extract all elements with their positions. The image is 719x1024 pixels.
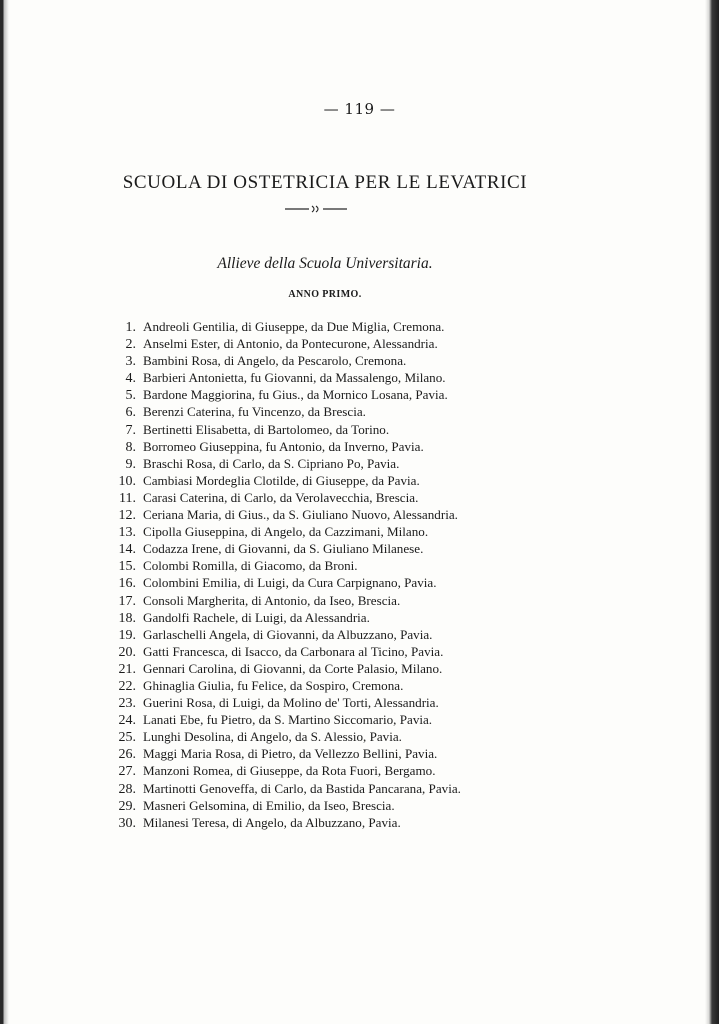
- entry-number: 2.: [125, 337, 136, 353]
- list-item: [108, 506, 538, 523]
- list-item: [108, 472, 538, 489]
- list-item: [108, 711, 538, 728]
- entry-text: Anselmi Ester, di Antonio, da Pontecurone, Alessandria.: [143, 336, 438, 352]
- page-number: — 119 —: [323, 100, 396, 118]
- list-item: [108, 352, 538, 369]
- list-item: [108, 660, 538, 677]
- list-item: [108, 814, 538, 831]
- entry-text: Codazza Irene, di Giovanni, da S. Giuliano Milanese.: [143, 541, 424, 557]
- entry-text: Cambiasi Mordeglia Clotilde, di Giuseppe, da Pavia.: [143, 472, 420, 488]
- entry-text: Gandolfi Rachele, di Luigi, da Alessandria.: [143, 609, 370, 625]
- list-item: [108, 574, 538, 591]
- section-heading: ANNO PRIMO.: [288, 289, 362, 300]
- entry-number: 22.: [118, 678, 136, 694]
- list-item: [108, 694, 538, 711]
- subtitle: Allieve della Scuola Universitaria.: [217, 255, 433, 272]
- entry-number: 7.: [125, 422, 136, 438]
- list-item: [108, 780, 538, 797]
- list-item: [108, 438, 538, 455]
- page-title: SCUOLA DI OSTETRICIA PER LE LEVATRICI: [122, 172, 528, 193]
- ornamental-rule-icon: [285, 205, 347, 213]
- entry-text: Martinotti Genoveffa, di Carlo, da Bastida Pancarana, Pavia.: [143, 780, 461, 796]
- entry-text: Garlaschelli Angela, di Giovanni, da Albuzzano, Pavia.: [143, 626, 433, 642]
- entry-number: 4.: [125, 371, 136, 387]
- entry-number: 21.: [118, 661, 136, 677]
- entry-text: Carasi Caterina, di Carlo, da Verolavecchia, Brescia.: [143, 489, 419, 505]
- entry-text: Consoli Margherita, di Antonio, da Iseo, Brescia.: [143, 592, 401, 608]
- entry-text: Berenzi Caterina, fu Vincenzo, da Brescia.: [143, 404, 366, 420]
- entry-text: Maggi Maria Rosa, di Pietro, da Vellezzo Bellini, Pavia.: [143, 746, 438, 762]
- entry-text: Milanesi Teresa, di Angelo, da Albuzzano, Pavia.: [143, 814, 401, 830]
- entry-number: 6.: [125, 405, 136, 421]
- list-item: [108, 403, 538, 420]
- list-item: [108, 762, 538, 779]
- list-item: [108, 523, 538, 540]
- list-item: [108, 335, 538, 352]
- list-item: [108, 489, 538, 506]
- left-binding-edge: [0, 0, 9, 1024]
- list-item: [108, 386, 538, 403]
- right-binding-edge: [705, 0, 719, 1024]
- entry-text: Bardone Maggiorina, fu Gius., da Mornico Losana, Pavia.: [143, 387, 448, 403]
- entry-number: 20.: [118, 644, 136, 660]
- entry-number: 30.: [118, 815, 136, 831]
- entry-text: Manzoni Romea, di Giuseppe, da Rota Fuori, Bergamo.: [143, 763, 436, 779]
- entry-number: 3.: [125, 354, 136, 370]
- entry-number: 29.: [118, 798, 136, 814]
- list-item: [108, 557, 538, 574]
- list-item: [108, 643, 538, 660]
- entry-number: 17.: [118, 593, 136, 609]
- entry-text: Guerini Rosa, di Luigi, da Molino de' Torti, Alessandria.: [143, 695, 439, 711]
- entry-number: 26.: [118, 747, 136, 763]
- entry-text: Bertinetti Elisabetta, di Bartolomeo, da Torino.: [143, 421, 390, 437]
- list-item: [108, 626, 538, 643]
- entry-text: Gatti Francesca, di Isacco, da Carbonara al Ticino, Pavia.: [143, 643, 444, 659]
- entry-number: 23.: [118, 696, 136, 712]
- entry-text: Cipolla Giuseppina, di Angelo, da Cazzimani, Milano.: [143, 524, 429, 540]
- entry-number: 25.: [118, 730, 136, 746]
- list-item: [108, 677, 538, 694]
- entry-number: 14.: [118, 542, 136, 558]
- entry-text: Colombini Emilia, di Luigi, da Cura Carpignano, Pavia.: [143, 575, 437, 591]
- entry-text: Barbieri Antonietta, fu Giovanni, da Massalengo, Milano.: [143, 370, 446, 386]
- entry-text: Borromeo Giuseppina, fu Antonio, da Inverno, Pavia.: [143, 438, 424, 454]
- list-item: [108, 592, 538, 609]
- entry-number: 13.: [118, 525, 136, 541]
- list-item: [108, 318, 538, 335]
- list-item: [108, 745, 538, 762]
- entry-number: 19.: [118, 627, 136, 643]
- entry-number: 8.: [125, 439, 136, 455]
- list-item: [108, 797, 538, 814]
- entry-text: Andreoli Gentilia, di Giuseppe, da Due Miglia, Cremona.: [143, 319, 445, 334]
- entry-text: Lanati Ebe, fu Pietro, da S. Martino Siccomario, Pavia.: [143, 712, 433, 728]
- entry-number: 27.: [118, 764, 136, 780]
- entry-number: 18.: [118, 610, 136, 626]
- entry-text: Gennari Carolina, di Giovanni, da Corte Palasio, Milano.: [143, 660, 443, 676]
- entry-number: 28.: [118, 781, 136, 797]
- entry-text: Bambini Rosa, di Angelo, da Pescarolo, Cremona.: [143, 353, 407, 369]
- list-item: [108, 609, 538, 626]
- entry-text: Masneri Gelsomina, di Emilio, da Iseo, Brescia.: [143, 797, 395, 813]
- student-list: [108, 318, 538, 831]
- list-item: [108, 728, 538, 745]
- list-item: [108, 455, 538, 472]
- entry-number: 1.: [125, 320, 136, 335]
- entry-text: Ghinaglia Giulia, fu Felice, da Sospiro, Cremona.: [143, 677, 404, 693]
- entry-number: 12.: [118, 508, 136, 524]
- entry-number: 5.: [125, 388, 136, 404]
- entry-text: Lunghi Desolina, di Angelo, da S. Alessio, Pavia.: [143, 729, 402, 745]
- entry-text: Braschi Rosa, di Carlo, da S. Cipriano Po, Pavia.: [143, 455, 400, 471]
- entry-number: 16.: [118, 576, 136, 592]
- entry-number: 10.: [118, 473, 136, 489]
- entry-number: 15.: [118, 559, 136, 575]
- entry-number: 9.: [125, 456, 136, 472]
- entry-number: 11.: [119, 490, 136, 506]
- list-item: [108, 421, 538, 438]
- list-item: [108, 369, 538, 386]
- entry-number: 24.: [118, 713, 136, 729]
- entry-text: Ceriana Maria, di Gius., da S. Giuliano Nuovo, Alessandria.: [143, 507, 458, 523]
- entry-text: Colombi Romilla, di Giacomo, da Broni.: [143, 558, 358, 574]
- list-item: [108, 540, 538, 557]
